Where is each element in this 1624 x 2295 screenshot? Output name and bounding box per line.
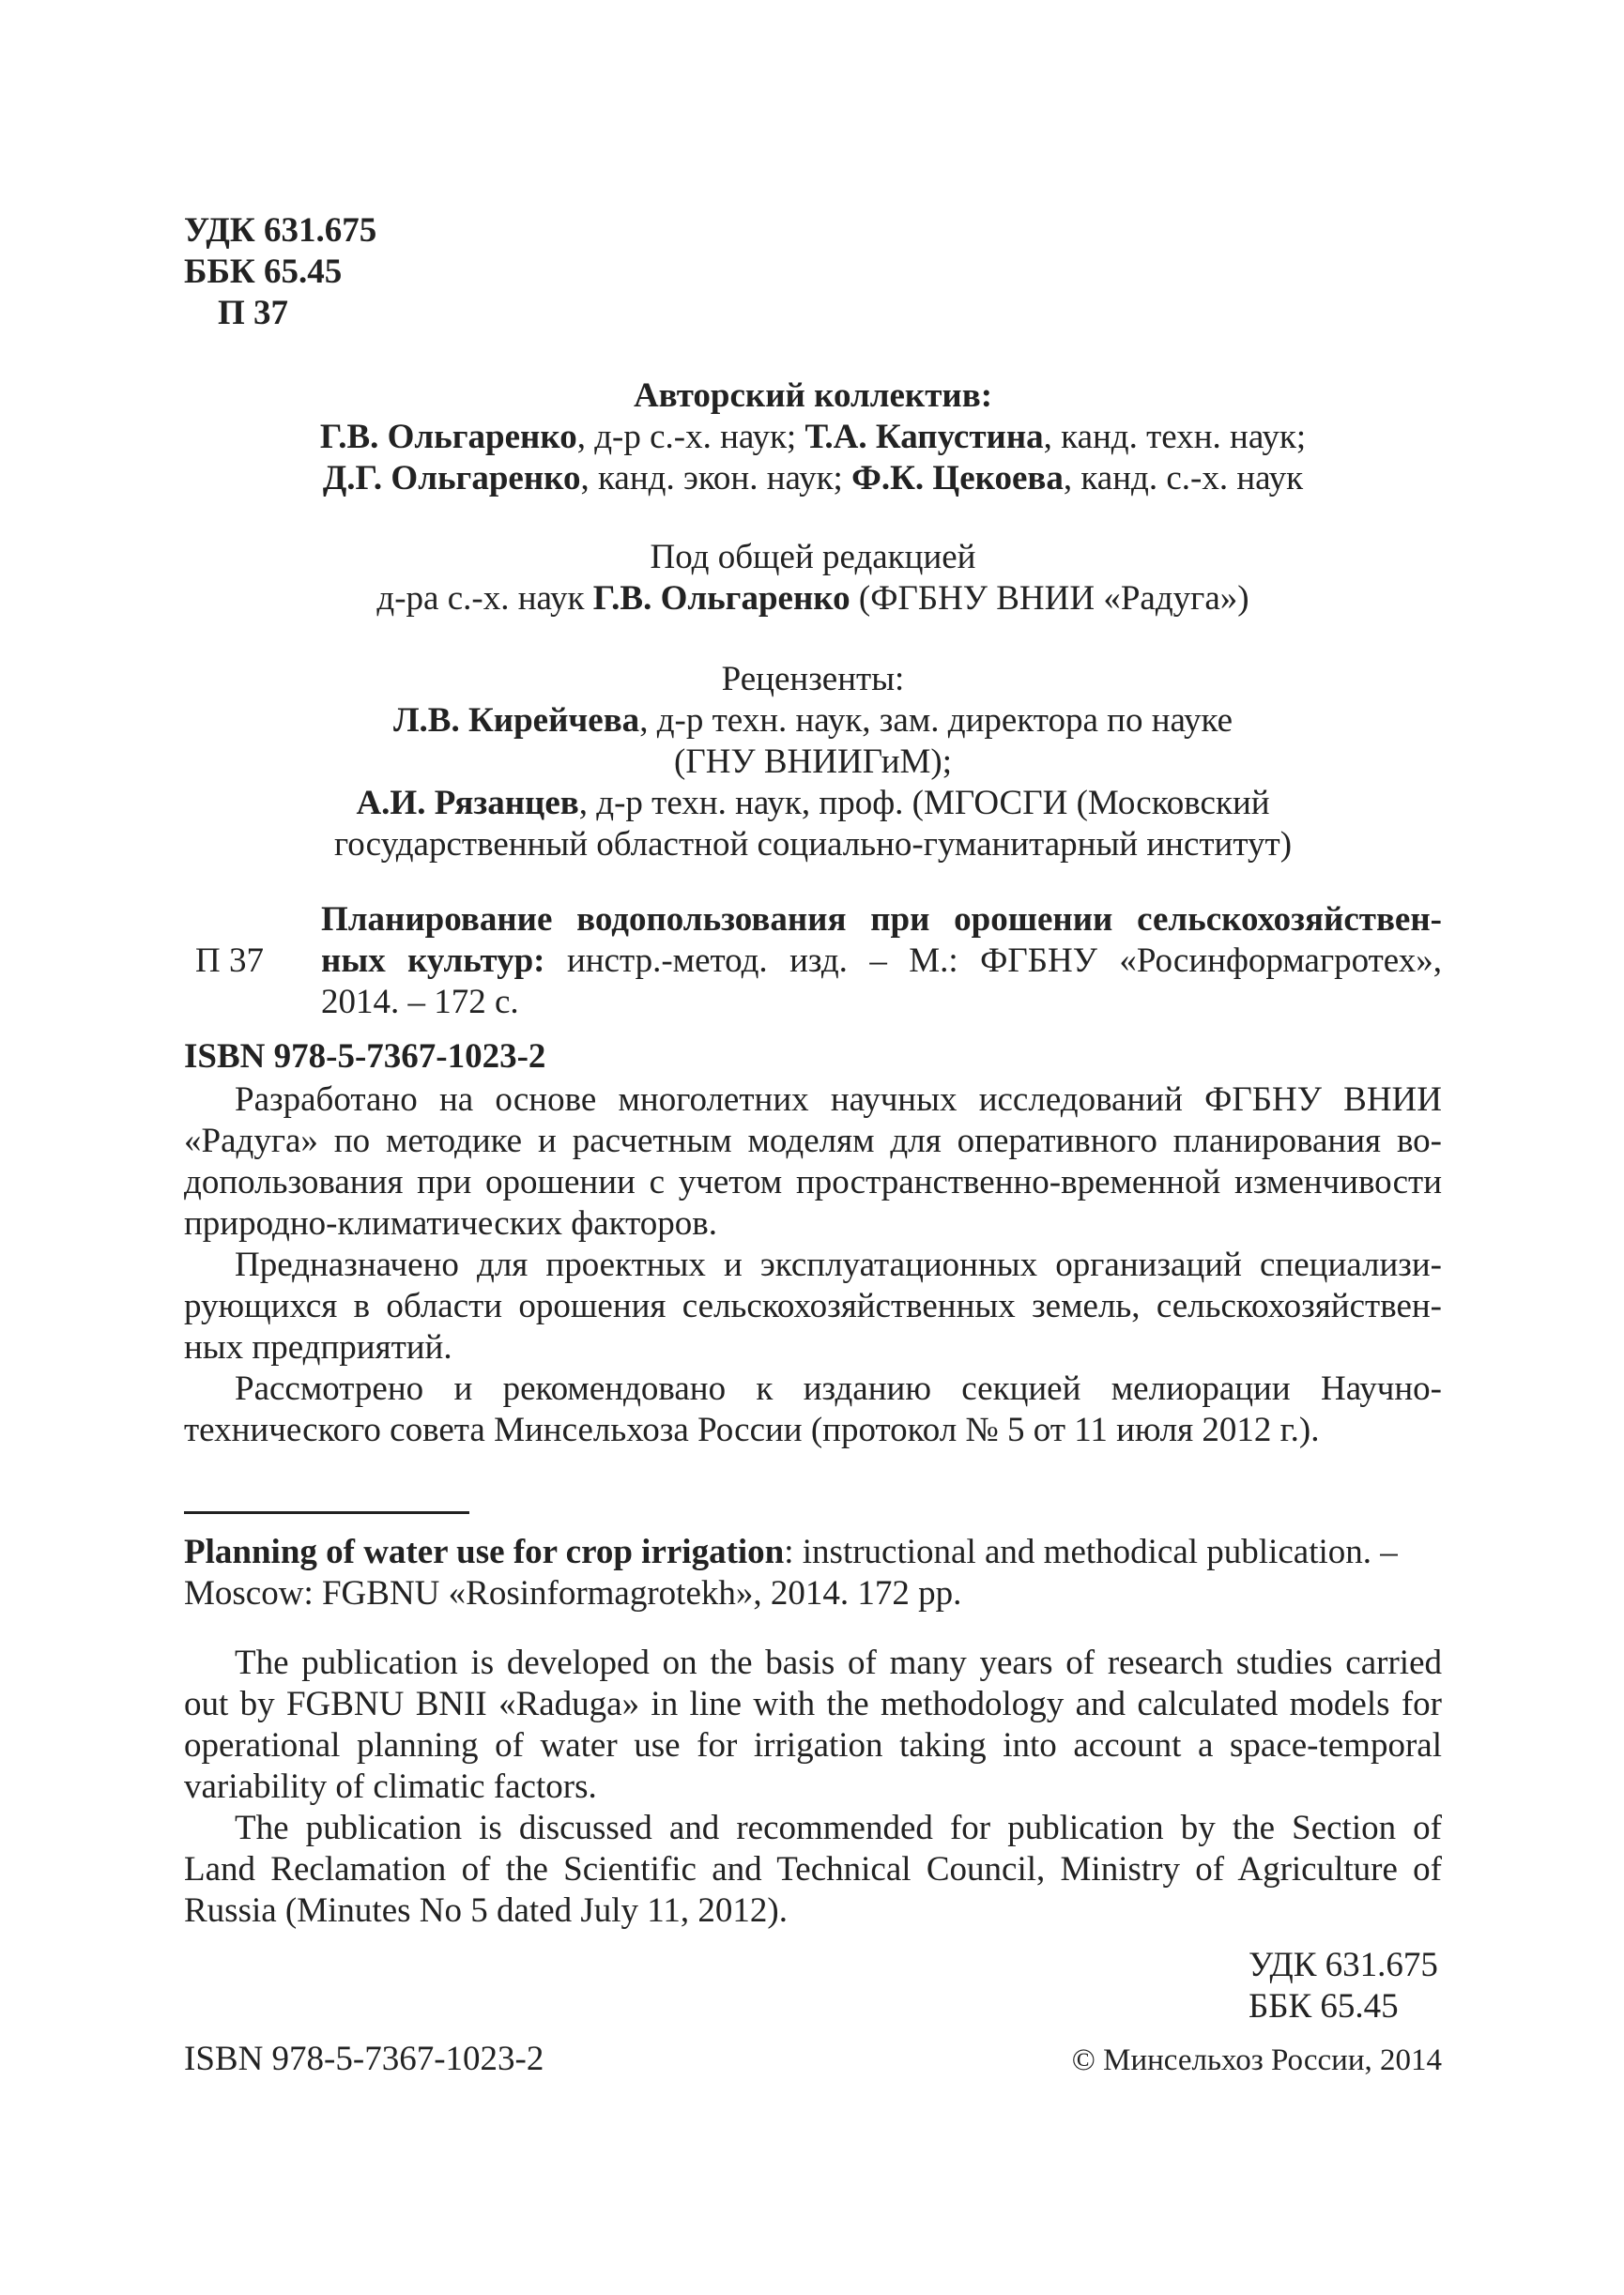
- abstract-ru-paragraph-1: [184, 1079, 1442, 1245]
- text-line: The publication is discussed and recommended for publication by the Section of: [235, 1809, 1442, 1847]
- footer-udk: УДК 631.675: [1249, 1946, 1438, 1984]
- text-line: The publication is developed on the basis of many years of research studies carried: [235, 1644, 1442, 1682]
- biblio-title-end: ных культур:: [321, 941, 545, 980]
- english-biblio: [184, 1532, 1442, 1614]
- abstract-ru-paragraph-2: [184, 1245, 1442, 1369]
- footer-isbn: ISBN 978-5-7367-1023-2: [184, 2040, 544, 2078]
- english-title: Planning of water use for crop irrigation: [184, 1533, 785, 1571]
- udk-code: УДК 631.675: [184, 211, 377, 250]
- biblio-line-2: [321, 941, 1442, 982]
- copyright: © Минсельхоз России, 2014: [1071, 2043, 1442, 2077]
- author-name: Т.А. Капустина: [804, 418, 1044, 456]
- isbn-top: ISBN 978-5-7367-1023-2: [184, 1037, 546, 1076]
- editor-prefix: д-ра с.-х. наук: [376, 579, 593, 618]
- biblio-title: Планирование водопользования при орошении сельскохозяйствен-: [321, 900, 1442, 939]
- authors-line-2: [184, 458, 1442, 499]
- text-line: рующихся в области орошения сельскохозяйственных земель, сельскохозяйствен-: [184, 1287, 1442, 1325]
- author-name: Г.В. Ольгаренко: [319, 418, 577, 456]
- reviewer-1: [184, 700, 1442, 742]
- text-line: operational planning of water use for irrigation taking into account a space-temporal: [184, 1726, 1442, 1765]
- text-line: out by FGBNU BNII «Raduga» in line with the methodology and calculated models for: [184, 1685, 1442, 1723]
- editor-suffix: (ФГБНУ ВНИИ «Радуга»): [850, 579, 1249, 618]
- text-line: допользования при орошении с учетом пространственно-временной изменчивости: [184, 1163, 1442, 1201]
- english-title-rest: : instructional and methodical publication. –: [784, 1533, 1398, 1571]
- reviewer-name: А.И. Рязанцев: [356, 784, 579, 822]
- text-line: Land Reclamation of the Scientific and Technical Council, Ministry of Agriculture of: [184, 1850, 1442, 1889]
- bbk-code: ББК 65.45: [184, 252, 343, 291]
- text-line: Предназначено для проектных и эксплуатационных организаций специализи-: [235, 1246, 1442, 1284]
- biblio-mark: П 37: [195, 941, 264, 980]
- editor-name: Г.В. Ольгаренко: [592, 579, 850, 618]
- text-line: ных предприятий.: [184, 1328, 452, 1367]
- abstract-ru-paragraph-3: [184, 1369, 1442, 1451]
- author-name: Д.Г. Ольгаренко: [322, 459, 581, 497]
- reviewer-2: [184, 783, 1442, 824]
- reviewers-heading: Рецензенты:: [721, 660, 905, 698]
- english-pubinfo: Moscow: FGBNU «Rosinformagrotekh», 2014. 172 pp.: [184, 1574, 962, 1613]
- reviewer-details: , д-р техн. наук, зам. директора по науке: [639, 701, 1233, 740]
- text-line: «Радуга» по методике и расчетным моделям для оперативного планирования во-: [184, 1122, 1442, 1160]
- reviewer-details: , д-р техн. наук, проф. (МГОСГИ (Московский: [578, 784, 1270, 822]
- biblio-publisher: инстр.-метод. изд. – М.: ФГБНУ «Росинформагротех»,: [544, 941, 1442, 980]
- classification-block: [184, 210, 376, 334]
- authors-block: [184, 375, 1442, 499]
- author-degree: , канд. экон. наук;: [580, 459, 852, 497]
- footer-bbk: ББК 65.45: [1249, 1987, 1399, 2026]
- reviewers-block: [184, 659, 1442, 865]
- biblio-year-pages: 2014. – 172 с.: [321, 983, 519, 1021]
- english-abstract: [184, 1643, 1442, 1932]
- abstract-ru: [184, 1079, 1442, 1451]
- english-paragraph-2: [184, 1808, 1442, 1932]
- authors-heading: Авторский коллектив:: [633, 376, 993, 415]
- text-line: технического совета Минсельхоза России (протокол № 5 от 11 июля 2012 г.).: [184, 1411, 1320, 1449]
- footer-classification: [1249, 1945, 1438, 2027]
- biblio-entry: [321, 899, 1442, 1023]
- author-degree: , канд. с.-х. наук: [1063, 459, 1304, 497]
- separator-rule: [184, 1511, 469, 1514]
- editor-heading: Под общей редакцией: [650, 538, 976, 576]
- editor-block: [184, 537, 1442, 620]
- author-degree: , д-р с.-х. наук;: [576, 418, 805, 456]
- reviewer-1-org: (ГНУ ВНИИГиМ);: [674, 742, 952, 781]
- english-title-line: [184, 1532, 1442, 1573]
- author-mark: П 37: [218, 294, 289, 332]
- text-line: Russia (Minutes No 5 dated July 11, 2012).: [184, 1891, 789, 1930]
- reviewer-2-org: государственный областной социально-гуманитарный институт): [333, 825, 1293, 864]
- text-line: Разработано на основе многолетних научных исследований ФГБНУ ВНИИ: [235, 1080, 1442, 1119]
- authors-line-1: [184, 417, 1442, 458]
- text-line: природно-климатических факторов.: [184, 1204, 718, 1243]
- english-paragraph-1: [184, 1643, 1442, 1808]
- author-name: Ф.К. Цекоева: [851, 459, 1064, 497]
- author-degree: , канд. техн. наук;: [1043, 418, 1307, 456]
- editor-line: [184, 578, 1442, 620]
- text-line: variability of climatic factors.: [184, 1767, 597, 1806]
- text-line: Рассмотрено и рекомендовано к изданию секцией мелиорации Научно-: [235, 1369, 1442, 1408]
- reviewer-name: Л.В. Кирейчева: [392, 701, 640, 740]
